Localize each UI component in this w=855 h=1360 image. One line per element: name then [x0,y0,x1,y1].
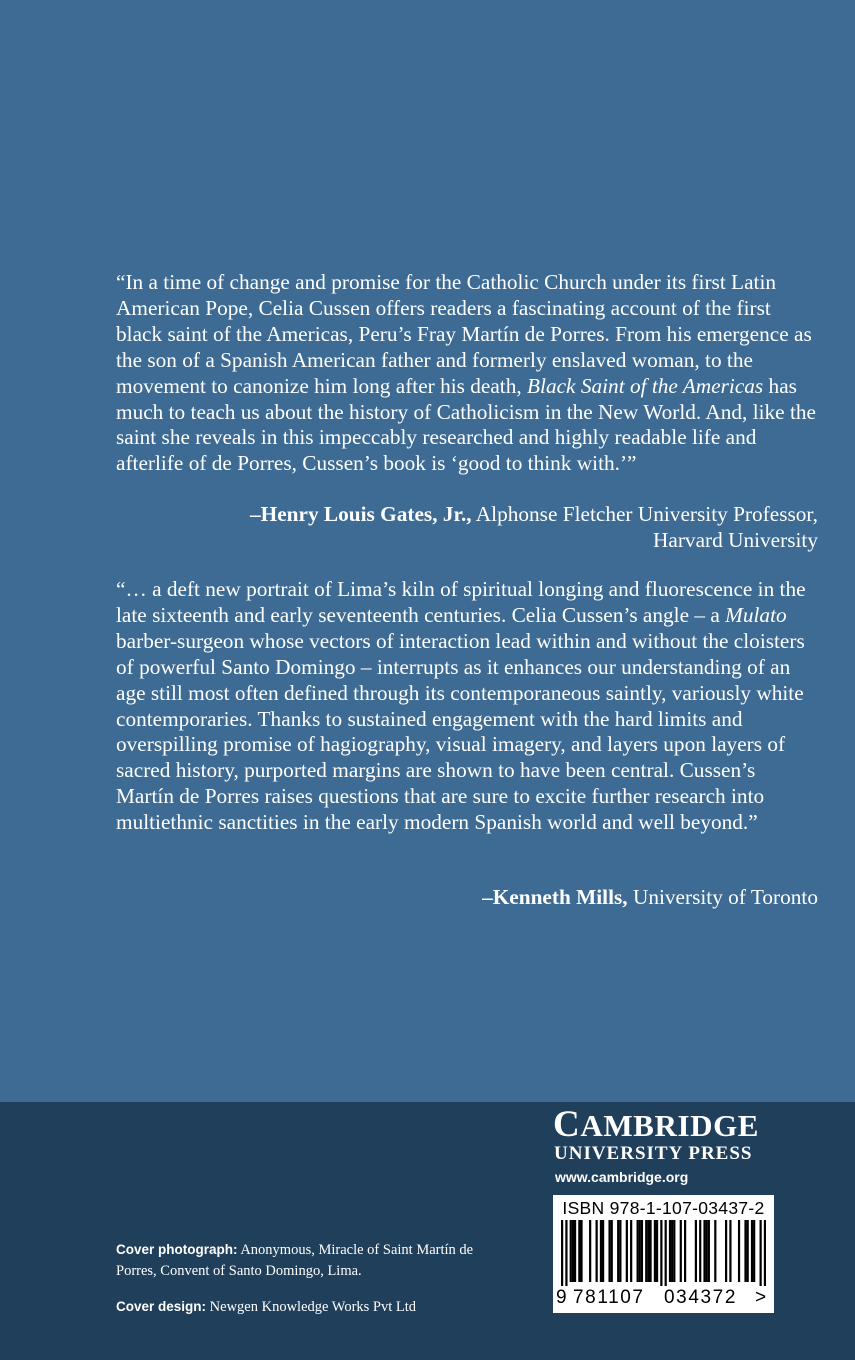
barcode-bar [671,1220,673,1282]
ean-right-group: 034372 [664,1287,738,1308]
barcode-bar [706,1220,708,1282]
publisher-logo-name: CAMBRIDGE [553,1104,760,1145]
barcode-bar [596,1220,598,1282]
ean-digits [553,1287,774,1311]
barcode-bar [561,1220,563,1286]
barcode-bar [703,1220,705,1282]
barcode-bar [725,1220,727,1282]
endorsement-attribution-mills [116,885,818,911]
barcode-bar [744,1220,746,1282]
barcode-bar [602,1220,604,1282]
publisher-logo-press: UNIVERSITY PRESS [554,1143,753,1164]
barcode-bar [608,1220,610,1282]
barcode-bar [572,1220,574,1282]
barcode-bar [645,1220,647,1282]
endorsement-quote-gates [116,270,818,477]
barcode-bar [714,1220,716,1282]
barcode-bar [669,1220,671,1282]
barcode-bar [619,1220,621,1282]
barcode-bar [641,1220,643,1282]
barcode-bar [684,1220,686,1282]
credit-text: Newgen Knowledge Works Pvt Ltd [206,1299,417,1315]
barcode-bar [729,1220,731,1282]
cover-design-credit [116,1296,536,1318]
quote-text: “In a time of change and promise for the Catholic Church under its first Latin American Pope, Celia Cussen offers readers a fascinating account of the first black saint of the Americas, Peru’s Fray Martín de Porres. From his emergence as the son of a Spanish American father and formerly enslaved woman, to the movement to canonize him long after his death, [116,270,812,398]
barcode-bar [660,1220,662,1286]
ean-first-digit: 9 [556,1287,567,1308]
barcode-bar [764,1220,766,1286]
isbn-barcode [553,1195,774,1313]
credit-text: Anonymous, Miracle of Saint Martín de Porres, Convent of Santo Domingo, Lima. [116,1242,474,1279]
barcode-bar [760,1220,762,1286]
barcode-bar [580,1220,582,1282]
barcode-bar [751,1220,753,1282]
barcode-bar [738,1220,740,1282]
barcode-bar [673,1220,675,1282]
barcode-bar [695,1220,697,1282]
endorser-affiliation: Alphonse Fletcher University Professor, [471,502,818,526]
credit-label: Cover design: [116,1299,207,1314]
barcode-bar [574,1220,576,1282]
publisher-url: www.cambridge.org [555,1169,689,1185]
barcode-bar [649,1220,651,1282]
barcode-bars-icon [561,1220,766,1286]
barcode-bar [578,1220,580,1282]
book-title: Black Saint of the Americas [527,373,764,398]
barcode-bar [611,1220,613,1282]
endorser-name: –Kenneth Mills, [482,885,628,909]
barcode-bar [565,1220,567,1286]
barcode-bar [654,1220,656,1282]
barcode-bar [656,1220,658,1282]
barcode-bar [637,1220,639,1282]
barcode-bar [626,1220,628,1282]
barcode-bar [639,1220,641,1282]
endorser-affiliation-line2: Harvard University [653,527,818,552]
barcode-bar [600,1220,602,1282]
cover-photo-credit [116,1239,496,1282]
barcode-bar [747,1220,749,1282]
italic-term: Mulato [725,602,787,627]
ean-left-group: 781107 [573,1287,645,1308]
quote-text: “… a deft new portrait of Lima’s kiln of spiritual longing and fluorescence in the late sixteenth and early seventeenth centuries. Celia Cussen’s angle – a [116,577,806,627]
barcode-bar [617,1220,619,1282]
ean-quiet-zone-mark: > [755,1287,767,1308]
quote-text-rest: barber-surgeon whose vectors of interaction lead within and without the cloisters of powerful Santo Domingo – interrupts as it enhances our understanding of an age still most often defined through its contemporaneous saintly, variously white contemporaries. Thanks to sustained engagement with the hard limits and overspilling promise of hagiography, visual imagery, and layers upon layers of sacred history, purported margins are shown to have been central. Cussen’s Martín de Porres raises questions that are sure to excite further research into multiethnic sanctities in the early modern Spanish world and well beyond.” [116,628,805,835]
credit-label: Cover photograph: [116,1242,238,1257]
barcode-bar [570,1220,572,1282]
barcode-bar [589,1220,591,1282]
barcode-bar [647,1220,649,1282]
endorsement-attribution-gates [116,502,818,554]
barcode-bar [665,1220,667,1286]
barcode-bar [708,1220,710,1282]
quote-text-rest: has much to teach us about the history of Catholicism in the New World. And, like the saint she reveals in this impeccably researched and highly readable life and afterlife of de Porres, Cussen’s book is ‘good to think with.’” [116,373,816,476]
barcode-bar [699,1220,701,1282]
isbn-number: ISBN 978-1-107-03437-2 [562,1198,765,1218]
endorser-name: –Henry Louis Gates, Jr., [249,502,472,526]
endorser-affiliation: University of Toronto [627,885,818,909]
endorsement-quote-mills [116,577,818,836]
barcode-bar [680,1220,682,1282]
barcode-bar [630,1220,632,1282]
barcode-bar [753,1220,755,1282]
